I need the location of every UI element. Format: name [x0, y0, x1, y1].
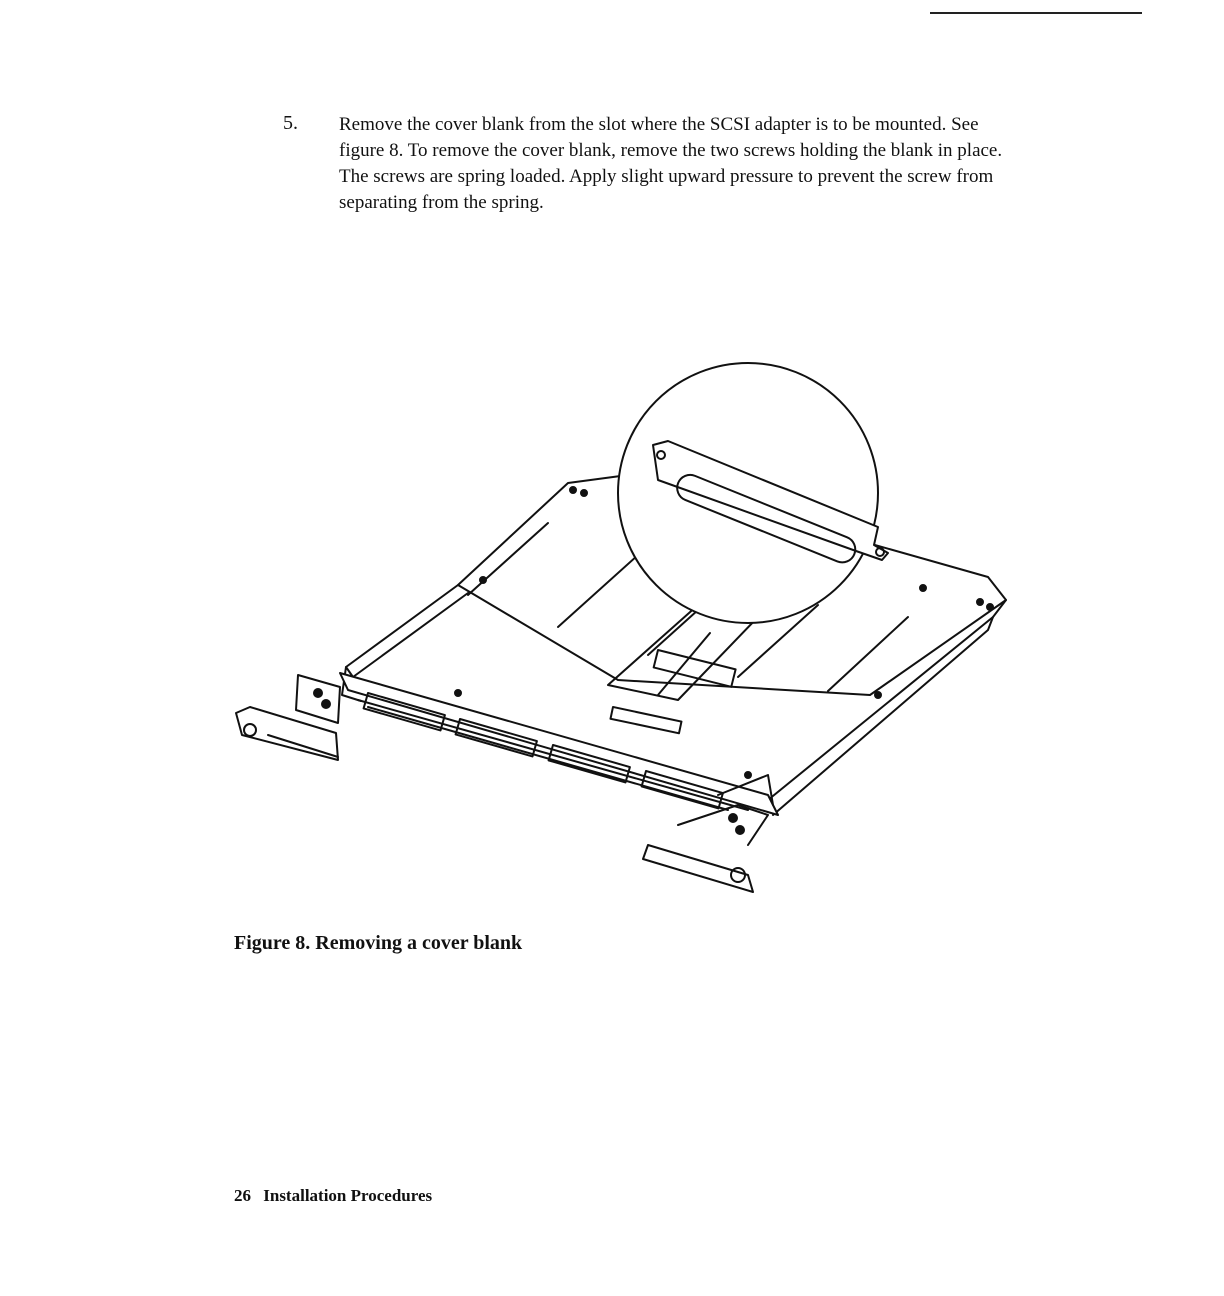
- footer-section-title: Installation Procedures: [263, 1186, 433, 1205]
- cover-blank-illustration: [228, 355, 1018, 900]
- page-number: 26: [234, 1186, 251, 1205]
- step-number: 5.: [283, 112, 298, 134]
- page-footer: [234, 1186, 432, 1206]
- header-rule: [930, 12, 1142, 14]
- figure-caption: Figure 8. Removing a cover blank: [234, 932, 523, 954]
- step-text: Remove the cover blank from the slot where the SCSI adapter is to be mounted. See figure 8. To remove the cover blank, remove the two screws holding the blank in place. The screws are spring loaded. Apply slight upward pressure to prevent the screw from separating from the spring.: [339, 114, 1003, 213]
